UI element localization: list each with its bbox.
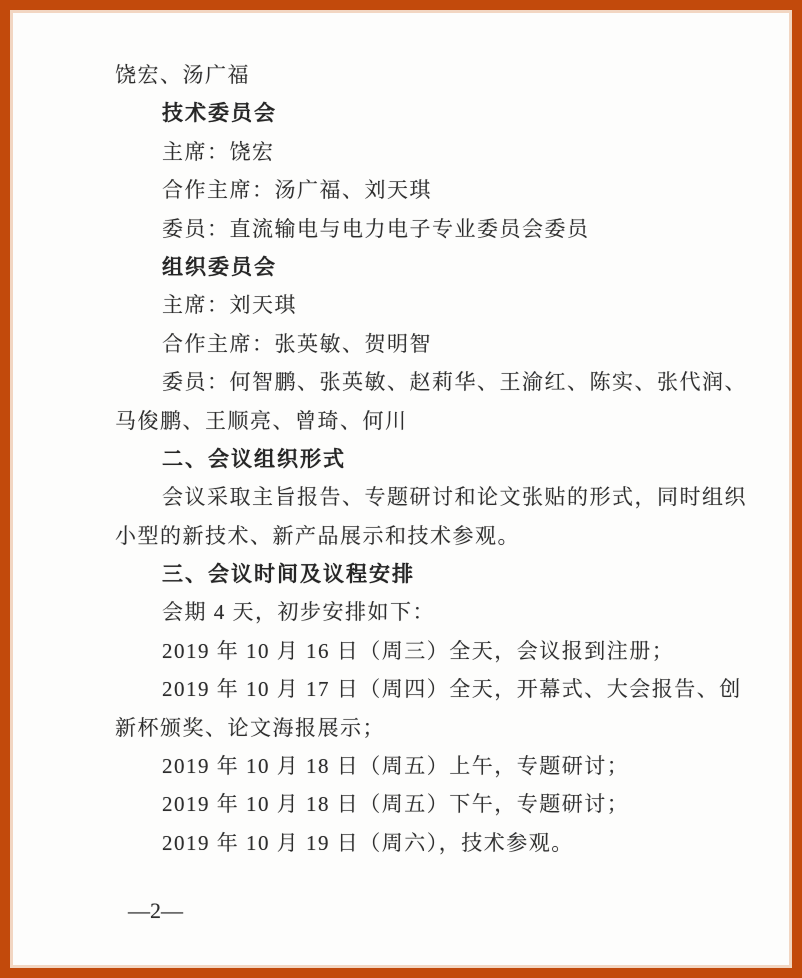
section-heading-schedule: 三、会议时间及议程安排 bbox=[162, 562, 415, 587]
text-line-schedule-oct19: 2019 年 10 月 19 日（周六），技术参观。 bbox=[162, 830, 574, 855]
text-line-members: 委员：何智鹏、张英敏、赵莉华、王渝红、陈实、张代润、 bbox=[162, 370, 747, 395]
text-line-schedule-oct18-pm: 2019 年 10 月 18 日（周五）下午，专题研讨； bbox=[162, 792, 630, 817]
committee-heading-technical: 技术委员会 bbox=[162, 101, 277, 126]
text-line-continuation: 饶宏、汤广福 bbox=[115, 63, 250, 87]
text-line-schedule-oct17-continuation: 新杯颁奖、论文海报展示； bbox=[115, 715, 385, 740]
text-line-schedule-oct16: 2019 年 10 月 16 日（周三）全天，会议报到注册； bbox=[162, 638, 675, 663]
text-line-duration: 会期 4 天，初步安排如下： bbox=[162, 600, 435, 625]
text-line-paragraph: 会议采取主旨报告、专题研讨和论文张贴的形式，同时组织 bbox=[162, 485, 747, 510]
page-number: —2— bbox=[128, 898, 183, 923]
text-line-cochairs: 合作主席：汤广福、刘天琪 bbox=[162, 178, 432, 203]
section-heading-organization-format: 二、会议组织形式 bbox=[162, 446, 346, 471]
text-line-schedule-oct18-am: 2019 年 10 月 18 日（周五）上午，专题研讨； bbox=[162, 754, 630, 779]
document-body bbox=[115, 56, 755, 862]
text-line-members-continuation: 马俊鹏、王顺亮、曾琦、何川 bbox=[115, 408, 408, 433]
text-line-paragraph-continuation: 小型的新技术、新产品展示和技术参观。 bbox=[115, 523, 520, 548]
text-line-cochairs: 合作主席：张英敏、贺明智 bbox=[162, 331, 432, 356]
committee-heading-organizing: 组织委员会 bbox=[162, 254, 277, 279]
text-line-schedule-oct17: 2019 年 10 月 17 日（周四）全天，开幕式、大会报告、创 bbox=[162, 677, 742, 702]
text-line-members: 委员：直流输电与电力电子专业委员会委员 bbox=[162, 216, 590, 241]
text-line-chair: 主席：刘天琪 bbox=[162, 293, 297, 318]
text-line-chair: 主席：饶宏 bbox=[162, 139, 275, 164]
